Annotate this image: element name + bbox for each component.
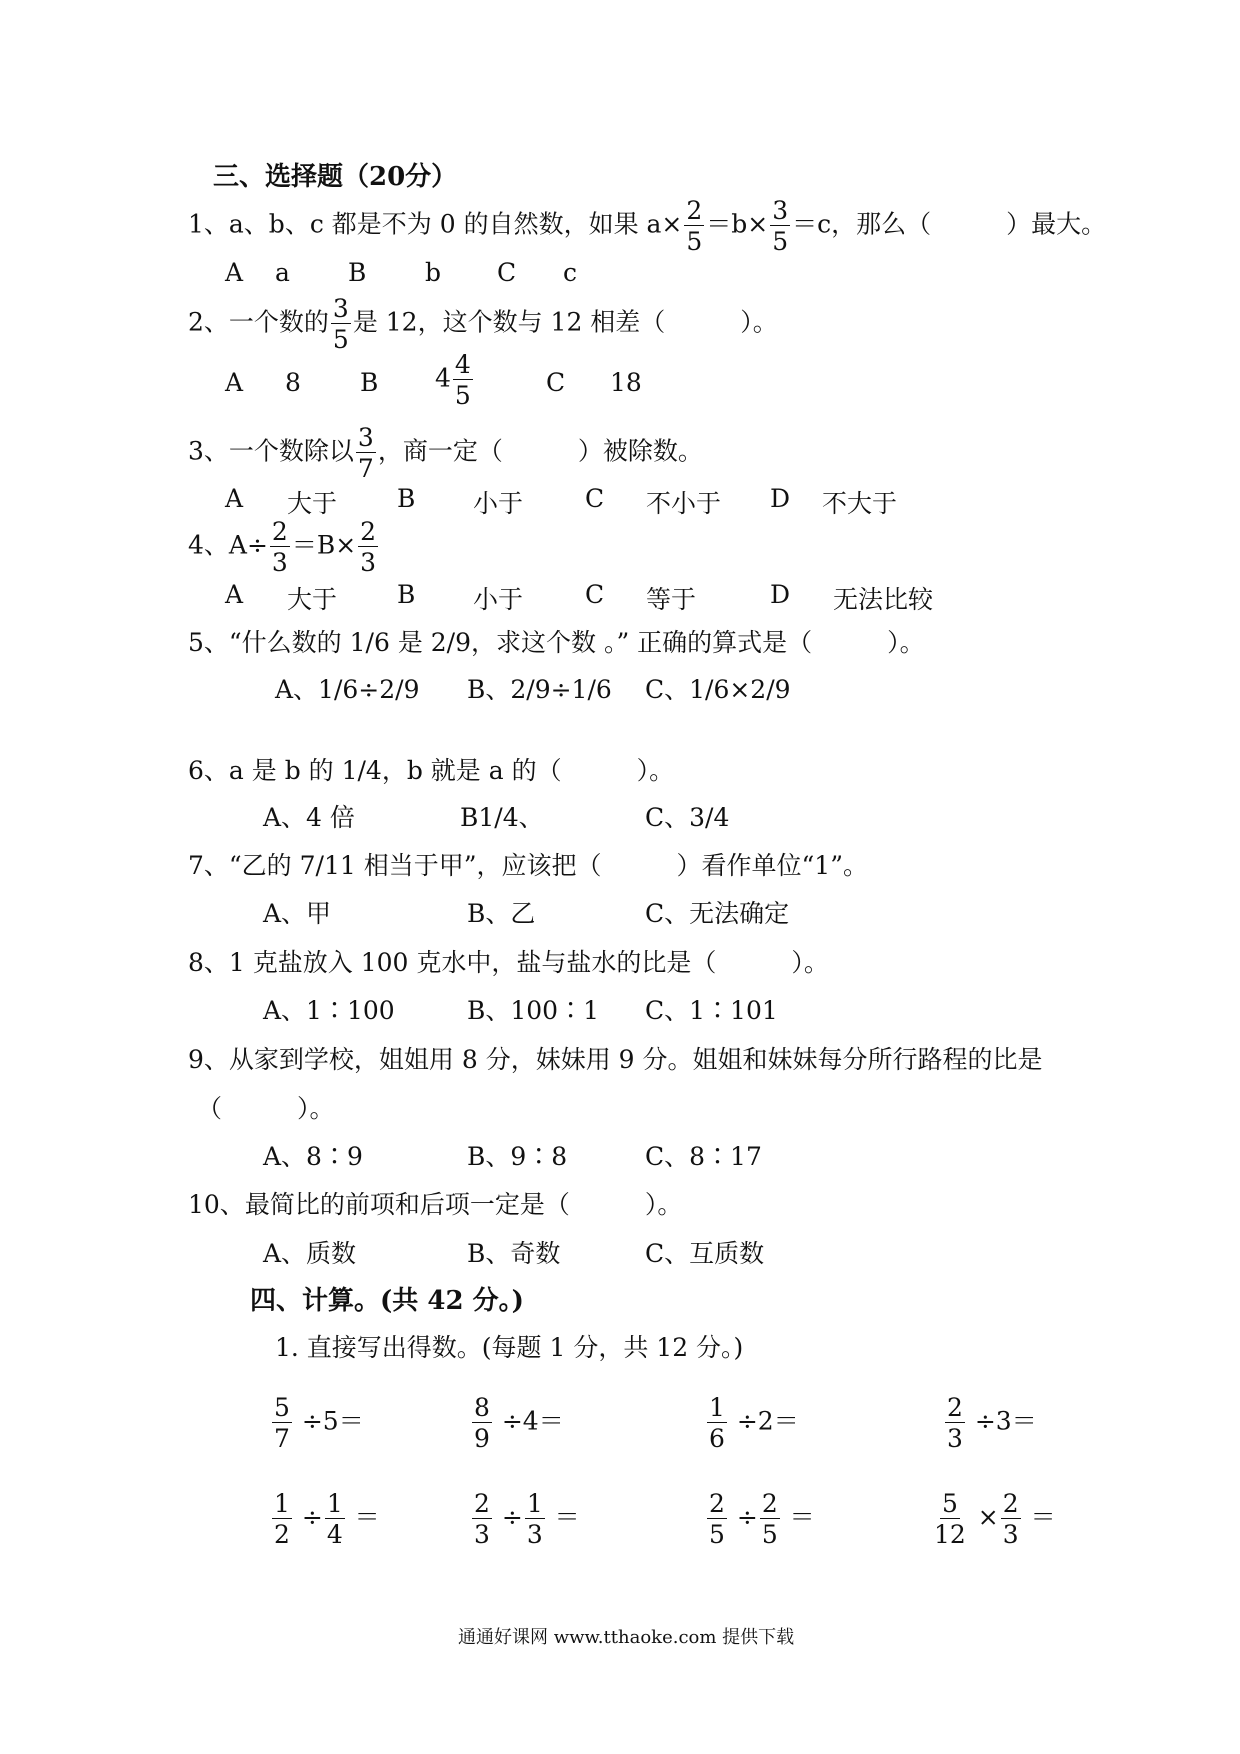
calc-item: $\frac{5}{12}$ × $\frac{2}{3}$ ＝: [934, 1489, 1056, 1549]
question-5: [188, 623, 925, 659]
option: A、1/6÷2/9: [275, 675, 420, 704]
option-value: a: [275, 258, 290, 287]
question-text: “乙的 7/11 相当于甲”，应该把（ ）看作单位“1”。: [228, 851, 868, 880]
question-text: ＝c，那么（ ）最大。: [792, 209, 1107, 239]
question-number: 1、: [188, 209, 229, 239]
option-value: 大于: [287, 585, 338, 614]
option: B、2/9÷1/6: [467, 675, 612, 704]
section-title: 四、计算。(共 42 分。): [250, 1286, 524, 1316]
option: B、100∶1: [467, 996, 599, 1025]
calc-item: $\frac{5}{7}$ ÷5＝: [274, 1393, 364, 1453]
option: B1/4、: [460, 803, 544, 832]
question-10: [188, 1185, 682, 1221]
option-letter: C: [585, 580, 605, 609]
question-number: 7、: [188, 851, 229, 880]
option-letter: C: [546, 368, 566, 397]
question-7: [188, 846, 868, 882]
option-letter: B: [360, 368, 379, 397]
option-letter: A: [225, 580, 244, 609]
question-2: [188, 296, 778, 352]
question-text: a、b、c 都是不为 0 的自然数，如果 a×: [228, 209, 683, 239]
question-4: [188, 519, 380, 575]
question-number: 2、: [188, 307, 229, 337]
question-text: A÷: [228, 530, 268, 560]
option: A、8∶9: [263, 1142, 363, 1171]
option-value: 大于: [287, 489, 338, 518]
page-footer: 通通好课网 www.tthaoke.com 提供下载: [458, 1627, 795, 1648]
question-text: 1 克盐放入 100 克水中，盐与盐水的比是（ ）。: [228, 948, 829, 977]
question-text: ，商一定（ ）被除数。: [377, 436, 703, 466]
option-mixed-number: 4 $\frac{4}{5}$: [435, 350, 471, 410]
option: B、奇数: [467, 1239, 561, 1268]
question-text: 一个数除以: [228, 436, 354, 466]
option-value: 小于: [473, 489, 524, 518]
option: B、9∶8: [467, 1142, 568, 1171]
question-number: 5、: [188, 628, 229, 657]
option-letter: A: [225, 368, 244, 397]
option: A、甲: [263, 899, 332, 928]
option-value: 无法比较: [833, 585, 934, 614]
option-letter: C: [585, 484, 605, 513]
fraction: $\frac{3}{5}$: [332, 294, 349, 354]
question-number: 6、: [188, 756, 229, 785]
option: B、乙: [467, 899, 536, 928]
option: C、3/4: [645, 803, 730, 832]
fraction: $\frac{2}{3}$: [360, 517, 377, 577]
question-text: a 是 b 的 1/4，b 就是 a 的（ ）。: [228, 756, 675, 785]
option-value: 不小于: [646, 489, 722, 518]
option: C、1/6×2/9: [645, 675, 791, 704]
calc-item: $\frac{2}{5}$ ÷ $\frac{2}{5}$ ＝: [709, 1489, 815, 1549]
option-value: 小于: [473, 585, 524, 614]
option-value: 8: [285, 368, 301, 397]
option: C、8∶17: [645, 1142, 762, 1171]
question-9: [188, 1040, 1043, 1076]
question-text: 从家到学校，姐姐用 8 分，妹妹用 9 分。姐姐和妹妹每分所行路程的比是: [228, 1045, 1043, 1074]
question-number: 8、: [188, 948, 229, 977]
option-value: b: [425, 258, 442, 287]
fraction: $\frac{2}{5}$: [686, 196, 703, 256]
calc-item: $\frac{2}{3}$ ÷ $\frac{1}{3}$ ＝: [474, 1489, 580, 1549]
subsection-title: 1. 直接写出得数。(每题 1 分，共 12 分。): [275, 1333, 744, 1362]
question-text: ＝B×: [291, 530, 357, 560]
question-number: 3、: [188, 436, 229, 466]
option: A、1∶100: [263, 996, 395, 1025]
question-text: 一个数的: [228, 307, 329, 337]
question-text: 最简比的前项和后项一定是（ ）。: [244, 1190, 683, 1219]
option: C、1∶101: [645, 996, 778, 1025]
calc-item: $\frac{1}{2}$ ÷ $\frac{1}{4}$ ＝: [274, 1489, 380, 1549]
option-letter: B: [348, 258, 367, 287]
fraction: $\frac{3}{7}$: [357, 423, 374, 483]
question-number: 9、: [188, 1045, 229, 1074]
option-letter: D: [770, 484, 791, 513]
option-value: 等于: [646, 585, 697, 614]
fraction: $\frac{2}{3}$: [271, 517, 288, 577]
question-text: “什么数的 1/6 是 2/9，求这个数 。” 正确的算式是（ ）。: [228, 628, 925, 657]
option-value: 18: [610, 368, 642, 397]
question-text-line2: （ ）。: [197, 1094, 335, 1123]
option-letter: B: [397, 484, 416, 513]
fraction: $\frac{3}{5}$: [772, 196, 789, 256]
option: C、互质数: [645, 1239, 765, 1268]
calc-item: $\frac{8}{9}$ ÷4＝: [474, 1393, 564, 1453]
calc-item: $\frac{1}{6}$ ÷2＝: [709, 1393, 799, 1453]
option-letter: A: [225, 258, 244, 287]
option-letter: D: [770, 580, 791, 609]
option-letter: C: [497, 258, 517, 287]
option-value: 不大于: [822, 489, 898, 518]
question-8: [188, 943, 829, 979]
question-3: [188, 425, 703, 481]
option-letter: B: [397, 580, 416, 609]
section-title: 三、选择题（20分）: [213, 162, 458, 192]
option: A、质数: [263, 1239, 357, 1268]
question-1: [188, 198, 1106, 254]
option-letter: A: [225, 484, 244, 513]
question-text: 是 12，这个数与 12 相差（ ）。: [352, 307, 778, 337]
question-number: 10、: [188, 1190, 245, 1219]
option: A、4 倍: [263, 803, 355, 832]
calc-item: $\frac{2}{3}$ ÷3＝: [947, 1393, 1037, 1453]
question-6: [188, 751, 674, 787]
option-value: c: [563, 258, 578, 287]
option: C、无法确定: [645, 899, 790, 928]
question-number: 4、: [188, 530, 229, 560]
question-text: ＝b×: [706, 209, 769, 239]
